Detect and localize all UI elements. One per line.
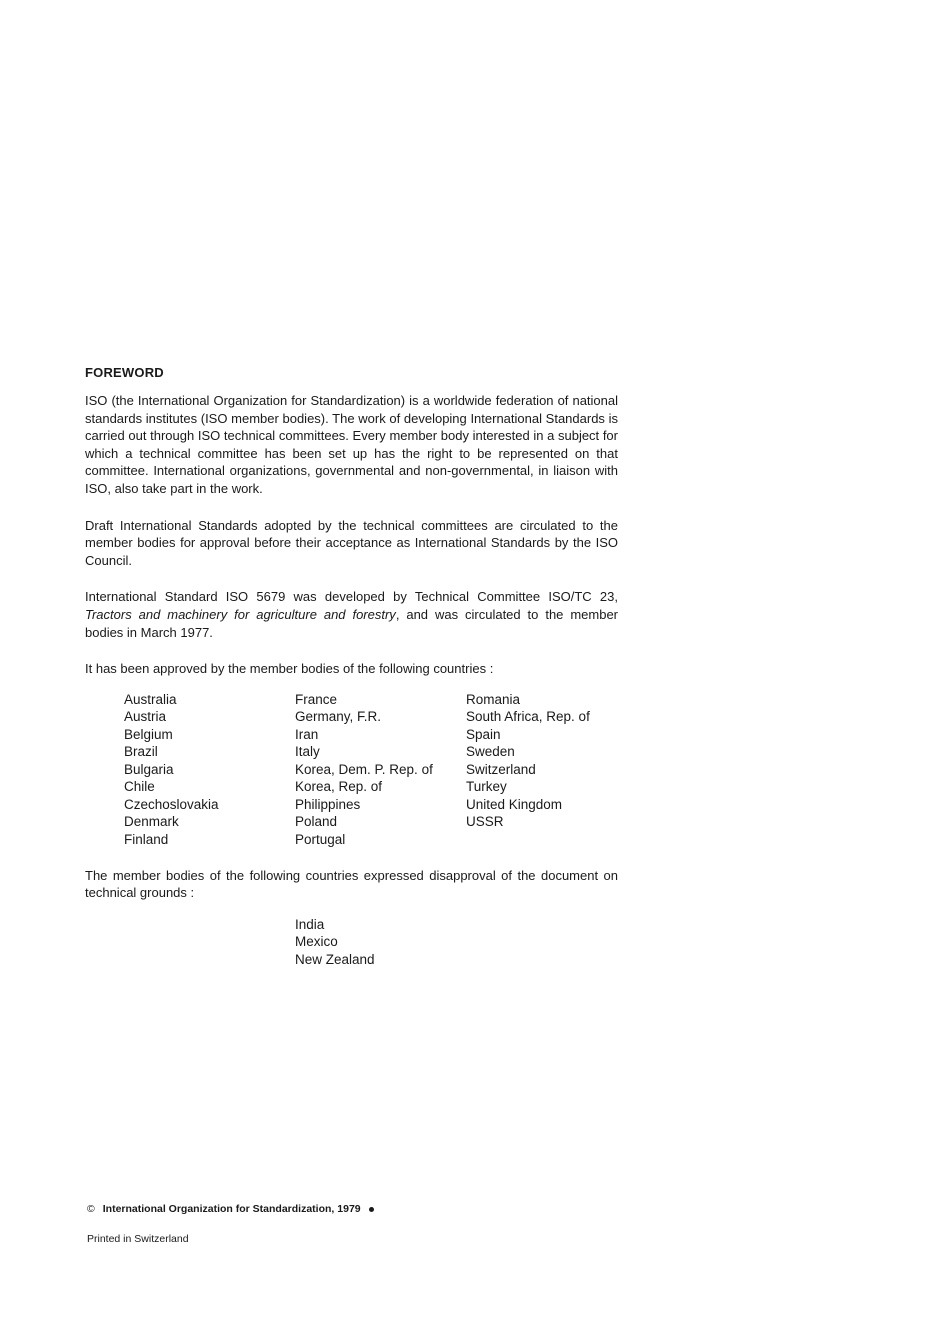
country-item: India xyxy=(295,916,325,932)
country-item: United Kingdom xyxy=(466,796,563,812)
committee-title: Tractors and machinery for agriculture and forestry xyxy=(85,606,396,622)
country-item: Denmark xyxy=(124,814,179,830)
disapproving-countries-list xyxy=(85,916,618,969)
foreword-section xyxy=(85,364,618,968)
country-item: Czechoslovakia xyxy=(124,796,219,812)
country-item: Turkey xyxy=(466,779,507,795)
country-column-2 xyxy=(295,691,433,849)
country-item: Switzerland xyxy=(466,761,536,777)
country-item: Austria xyxy=(124,709,167,725)
paragraph-iso-5679 xyxy=(85,588,618,641)
country-item: Italy xyxy=(295,744,320,760)
country-item: Romania xyxy=(466,691,521,707)
country-item: Korea, Dem. P. Rep. of xyxy=(295,761,433,777)
paragraph-iso-intro: ISO (the International Organization for Standardization) is a worldwide federation of national standards institutes (ISO member bodies). The work of developing International Standards is carried out through ISO technical committees. Every member body interested in a subject for which a technical committee has been set up has the right to be represented on that committee. International organizations, governmental and non-governmental, in liaison with ISO, also take part in the work. xyxy=(85,393,618,496)
country-item: South Africa, Rep. of xyxy=(466,709,590,725)
country-item: Sweden xyxy=(466,744,515,760)
country-item: Brazil xyxy=(124,744,158,760)
country-item: France xyxy=(295,691,338,707)
disapproval-intro: The member bodies of the following countries expressed disapproval of the document on technical grounds : xyxy=(85,867,618,901)
copyright-text: International Organization for Standardization, 1979 xyxy=(102,1203,361,1215)
country-item: Spain xyxy=(466,726,501,742)
country-item: USSR xyxy=(466,814,504,830)
copyright-notice xyxy=(87,1203,374,1215)
country-item: Bulgaria xyxy=(124,761,174,777)
country-item: Finland xyxy=(124,831,169,847)
country-item: Australia xyxy=(124,691,177,707)
country-item: New Zealand xyxy=(295,951,375,967)
country-column-1 xyxy=(124,691,219,849)
approval-intro: It has been approved by the member bodies of the following countries : xyxy=(85,661,494,677)
bullet-dot-icon xyxy=(369,1207,374,1212)
printed-location: Printed in Switzerland xyxy=(87,1233,189,1245)
paragraph-iso-5679-start: International Standard ISO 5679 was developed by Technical Committee ISO/TC 23, xyxy=(85,589,618,605)
section-heading: FOREWORD xyxy=(85,365,164,380)
country-item: Iran xyxy=(295,726,319,742)
approving-countries-list xyxy=(85,691,618,849)
country-item: Belgium xyxy=(124,726,173,742)
country-item: Chile xyxy=(124,779,155,795)
copyright-icon: © xyxy=(87,1203,95,1215)
country-item: Korea, Rep. of xyxy=(295,779,383,795)
country-item: Poland xyxy=(295,814,338,830)
country-item: Germany, F.R. xyxy=(295,709,382,725)
country-item: Portugal xyxy=(295,831,346,847)
country-item: Philippines xyxy=(295,796,361,812)
country-column-3 xyxy=(466,691,590,831)
country-item: Mexico xyxy=(295,934,338,950)
paragraph-draft-standards: Draft International Standards adopted by the technical committees are circulated to the member bodies for approval before their acceptance as International Standards by the ISO Council. xyxy=(85,517,618,568)
paragraph-iso-5679-end: , and was circulated to the member bodies in March 1977. xyxy=(85,606,618,640)
